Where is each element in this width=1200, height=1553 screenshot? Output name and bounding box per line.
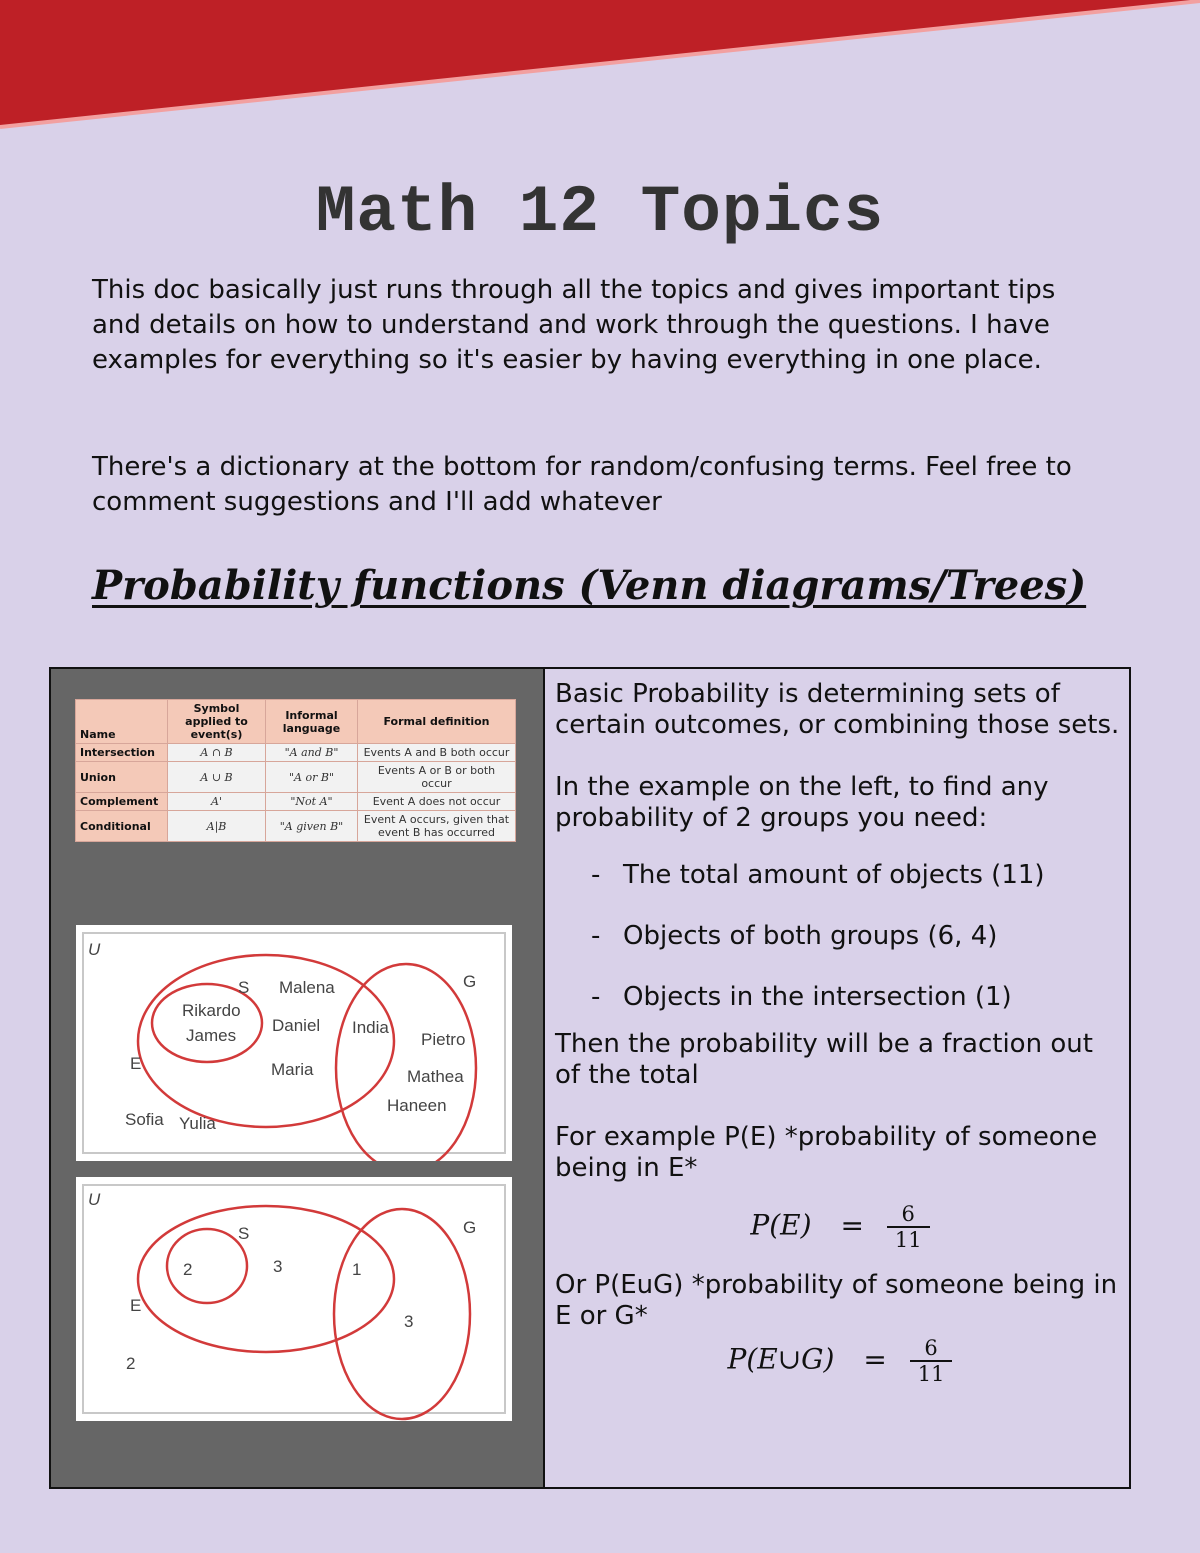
venn-count: 2 xyxy=(126,1354,136,1373)
set-label: G xyxy=(463,1218,477,1237)
table-cell: Conditional xyxy=(76,811,168,842)
venn-name: Rikardo xyxy=(182,1001,241,1020)
table-header-row xyxy=(76,700,516,744)
formula-p-e-union-g xyxy=(555,1336,1125,1386)
venn-name: Pietro xyxy=(421,1030,466,1049)
set-g-circle xyxy=(336,964,476,1161)
table-cell: "Not A" xyxy=(266,793,358,811)
fraction-numerator: 6 xyxy=(887,1202,930,1228)
venn-count: 2 xyxy=(183,1260,193,1279)
venn-diagram-names xyxy=(76,925,512,1161)
set-label: S xyxy=(238,978,250,997)
bullet-marker: - xyxy=(591,860,601,890)
list-item xyxy=(555,860,1125,891)
table-header: Formal definition xyxy=(358,700,516,744)
intro-paragraph: This doc basically just runs through all the topics and gives important tips and details on how to understand and work through the questions. I have examples for everything so it's easier by having everything in one place. xyxy=(92,275,1056,375)
formula-equals: = xyxy=(863,1342,887,1376)
venn-name: Mathea xyxy=(407,1067,464,1086)
venn-name: Maria xyxy=(271,1060,314,1079)
list-item-text: Objects of both groups (6, 4) xyxy=(623,921,998,951)
requirements-list xyxy=(555,860,1125,1013)
formula-lhs: P(E) xyxy=(750,1208,812,1242)
table-header: Name xyxy=(76,700,168,744)
table-row xyxy=(76,811,516,842)
set-label: E xyxy=(130,1296,142,1315)
set-s-circle xyxy=(167,1229,247,1303)
formula-equals: = xyxy=(840,1208,864,1242)
set-g-circle xyxy=(334,1209,470,1419)
examples-panel xyxy=(51,669,545,1487)
list-item xyxy=(555,982,1125,1013)
venn-count: 3 xyxy=(404,1312,414,1331)
explanation-text: In the example on the left, to find any probability of 2 groups you need: xyxy=(555,772,1049,833)
table-cell: A' xyxy=(168,793,266,811)
bullet-marker: - xyxy=(591,982,601,1012)
table-cell: Event A occurs, given that event B has occurred xyxy=(358,811,516,842)
formula-lhs: P(E∪G) xyxy=(727,1342,835,1376)
formula-fraction xyxy=(910,1336,953,1386)
table-cell: "A or B" xyxy=(266,762,358,793)
table-cell: Complement xyxy=(76,793,168,811)
table-row xyxy=(76,793,516,811)
table-cell: Events A or B or both occur xyxy=(358,762,516,793)
fraction-denominator: 11 xyxy=(917,1362,945,1386)
venn-name: Haneen xyxy=(387,1096,447,1115)
table-cell: "A and B" xyxy=(266,744,358,762)
set-label: E xyxy=(130,1054,142,1073)
fraction-denominator: 11 xyxy=(894,1228,922,1252)
intro-paragraph: There's a dictionary at the bottom for random/confusing terms. Feel free to comment suggestions and I'll add whatever xyxy=(92,452,1072,517)
table-cell: Events A and B both occur xyxy=(358,744,516,762)
explanation-text: Then the probability will be a fraction out of the total xyxy=(555,1029,1093,1090)
venn-name: Daniel xyxy=(272,1016,321,1035)
table-cell: Union xyxy=(76,762,168,793)
list-item-text: The total amount of objects (11) xyxy=(623,860,1045,890)
universe-label: U xyxy=(88,1190,101,1209)
table-cell: Intersection xyxy=(76,744,168,762)
page-title: Math 12 Topics xyxy=(315,175,885,250)
explanation-panel xyxy=(555,679,1125,1404)
table-cell: "A given B" xyxy=(266,811,358,842)
explanation-text: Basic Probability is determining sets of certain outcomes, or combining those sets. xyxy=(555,679,1120,740)
formula-p-e xyxy=(555,1202,1125,1252)
fraction-numerator: 6 xyxy=(910,1336,953,1362)
bullet-marker: - xyxy=(591,921,601,951)
table-cell: Event A does not occur xyxy=(358,793,516,811)
list-item xyxy=(555,921,1125,952)
universe-label: U xyxy=(88,940,101,959)
section-heading: Probability functions (Venn diagrams/Trees) xyxy=(92,562,1087,609)
table-row xyxy=(76,762,516,793)
set-label: S xyxy=(238,1224,250,1243)
venn-name: James xyxy=(186,1026,237,1045)
venn-name: Malena xyxy=(279,978,335,997)
table-row xyxy=(76,744,516,762)
formula-fraction xyxy=(887,1202,930,1252)
set-e-circle xyxy=(138,955,394,1127)
content-box xyxy=(49,667,1131,1489)
set-e-circle xyxy=(138,1206,394,1352)
set-label: G xyxy=(463,972,477,991)
venn-diagram-counts xyxy=(76,1177,512,1421)
list-item-text: Objects in the intersection (1) xyxy=(623,982,1012,1012)
venn-name: Sofia xyxy=(125,1110,164,1129)
table-cell: A ∩ B xyxy=(168,744,266,762)
table-header: Informal language xyxy=(266,700,358,744)
top-banner xyxy=(0,0,1200,140)
venn-count: 3 xyxy=(273,1257,283,1276)
explanation-text: For example P(E) *probability of someone being in E* xyxy=(555,1122,1098,1183)
venn-name: India xyxy=(352,1018,389,1037)
table-cell: A ∪ B xyxy=(168,762,266,793)
venn-name: Yulia xyxy=(179,1114,216,1133)
set-operations-table xyxy=(75,699,516,842)
explanation-text: Or P(EuG) *probability of someone being in E or G* xyxy=(555,1270,1118,1331)
table-header: Symbol applied to event(s) xyxy=(168,700,266,744)
venn-count: 1 xyxy=(352,1260,362,1279)
table-cell: A|B xyxy=(168,811,266,842)
